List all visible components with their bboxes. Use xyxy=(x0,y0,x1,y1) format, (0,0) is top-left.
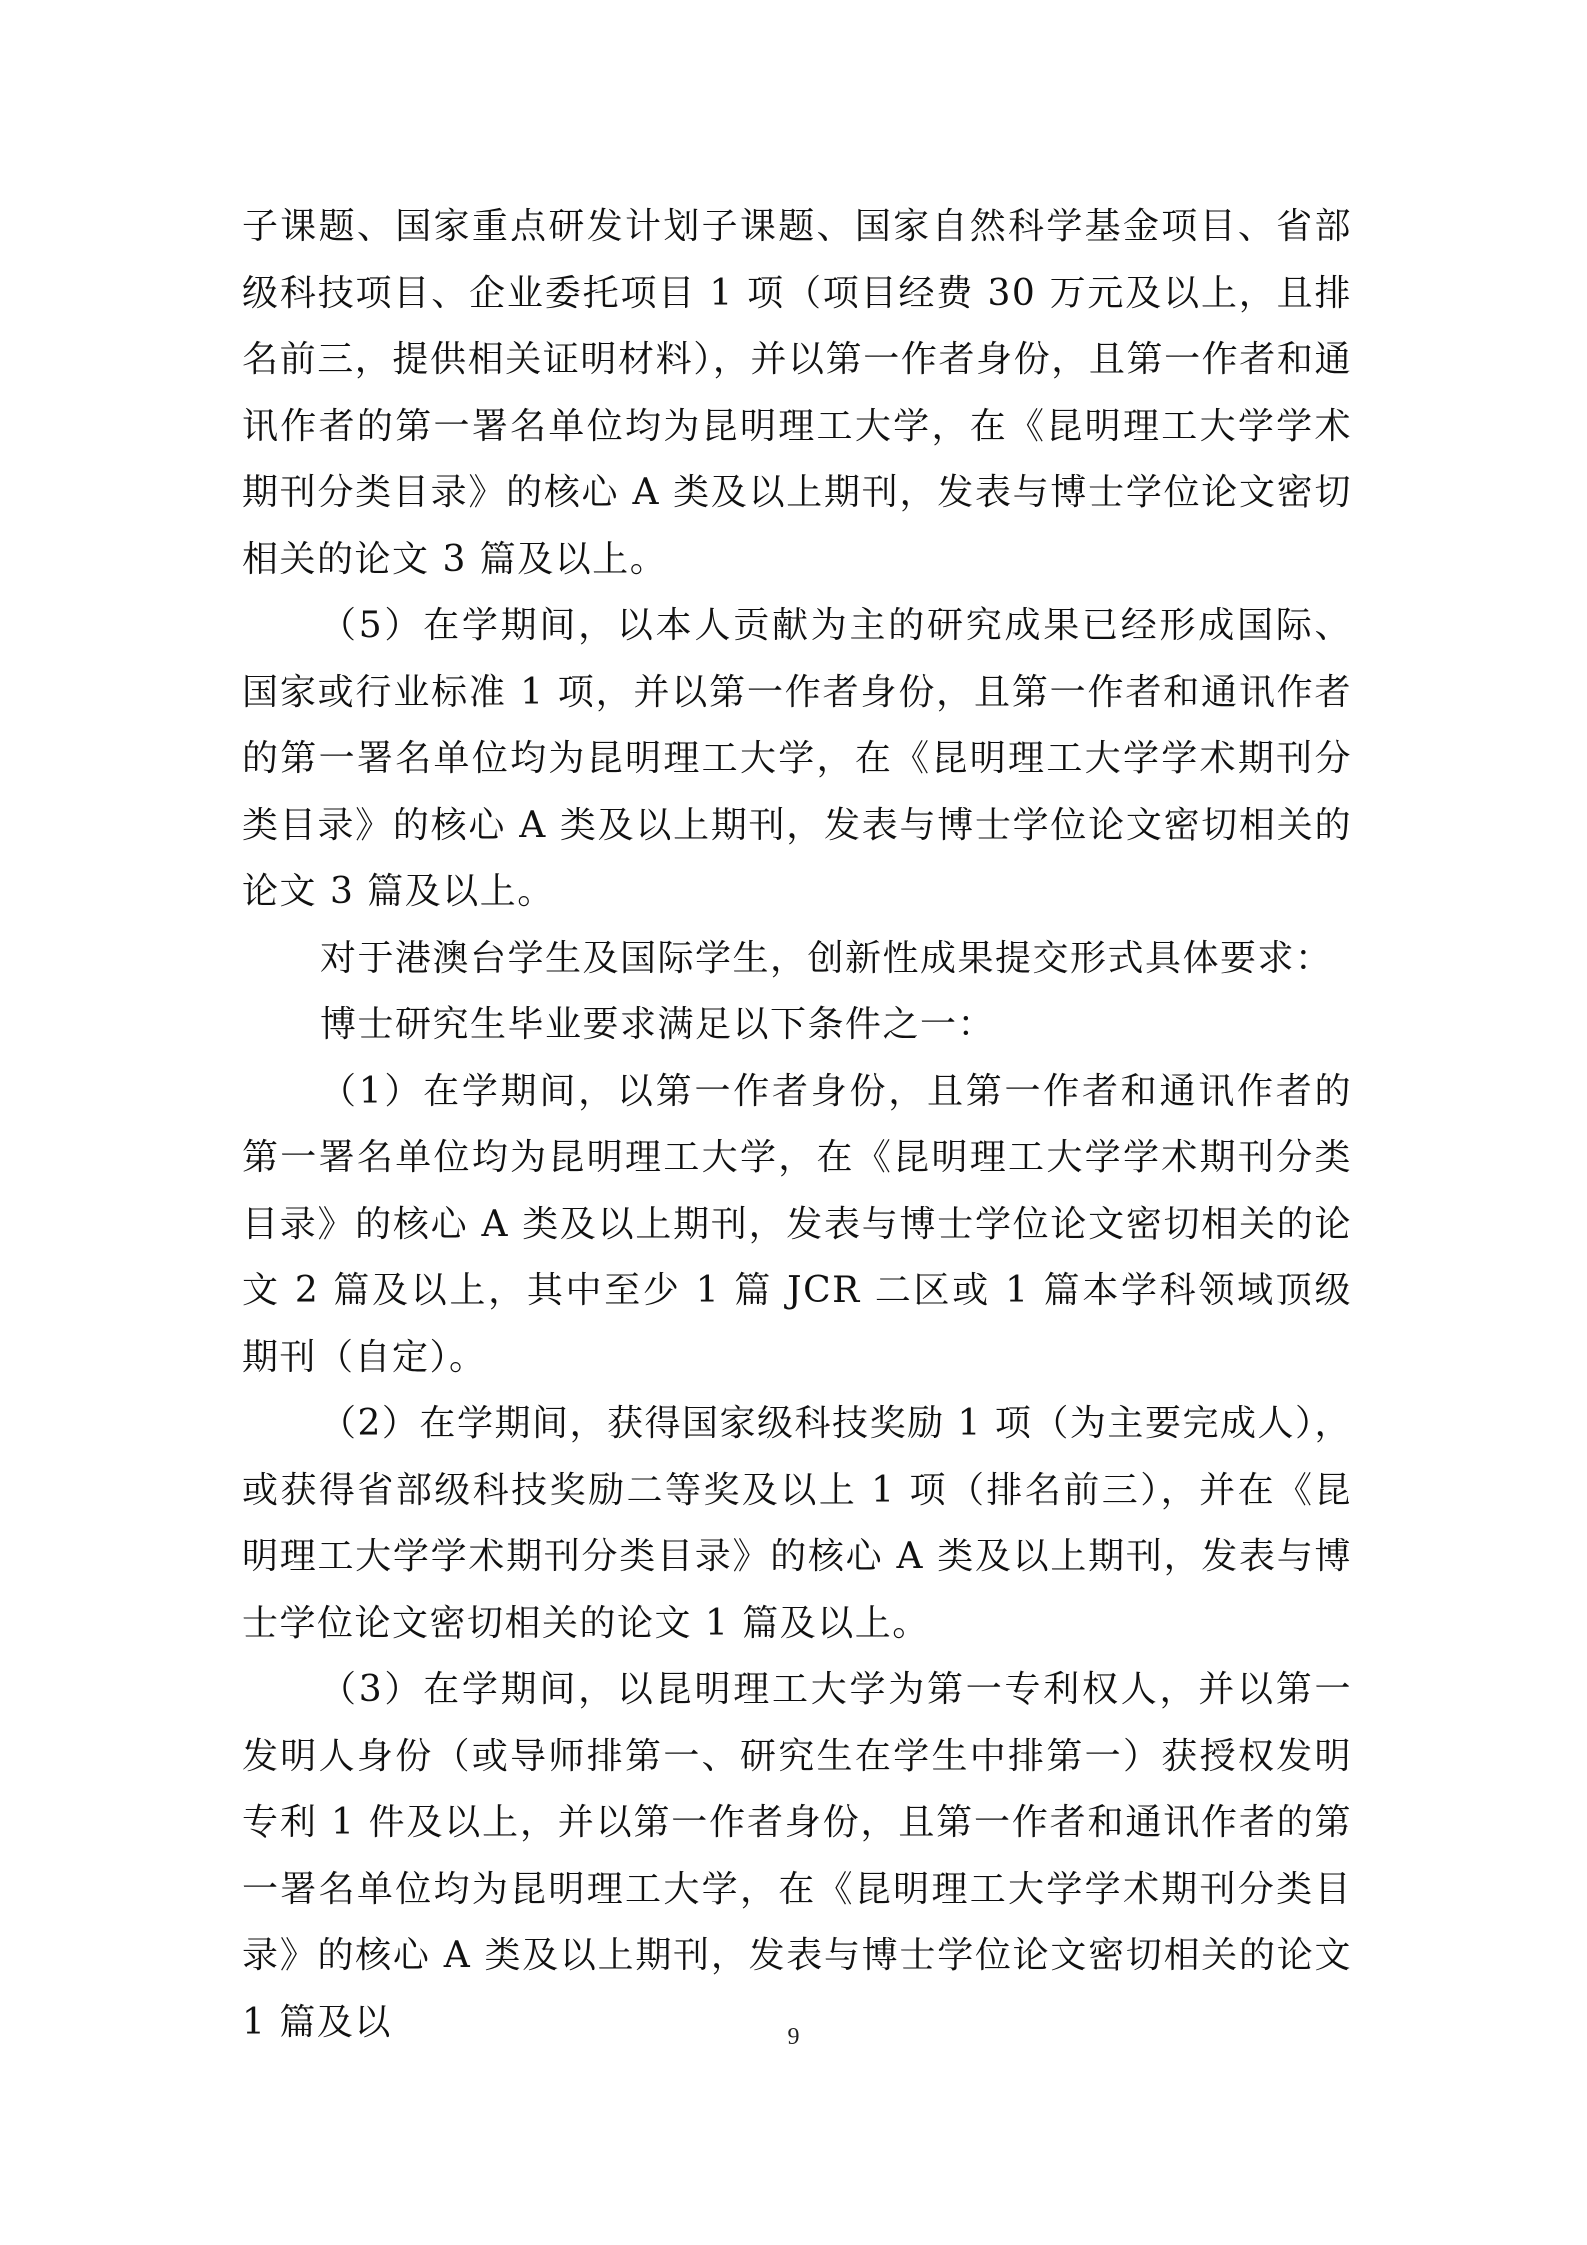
paragraph-continuation: 子课题、国家重点研发计划子课题、国家自然科学基金项目、省部级科技项目、企业委托项目 1 项（项目经费 30 万元及以上，且排名前三，提供相关证明材料），并以第一作者身份，且第一作者和通讯作者的第一署名单位均为昆明理工大学，在《昆明理工大学学术期刊分类目录》的核心 A 类及以上期刊，发表与博士学位论文密切相关的论文 3 篇及以上。 xyxy=(242,206,1352,580)
paragraph-intl-students-intro: 对于港澳台学生及国际学生，创新性成果提交形式具体要求： xyxy=(320,937,1333,979)
document-body xyxy=(242,194,1352,2056)
paragraph-item-5: （5）在学期间，以本人贡献为主的研究成果已经形成国际、国家或行业标准 1 项，并以第一作者身份，且第一作者和通讯作者的第一署名单位均为昆明理工大学，在《昆明理工大学学术期刊分类目录》的核心 A 类及以上期刊，发表与博士学位论文密切相关的论文 3 篇及以上。 xyxy=(242,605,1352,912)
paragraph-item-2: （2）在学期间，获得国家级科技奖励 1 项（为主要完成人），或获得省部级科技奖励二等奖及以上 1 项（排名前三），并在《昆明理工大学学术期刊分类目录》的核心 A 类及以上期刊，发表与博士学位论文密切相关的论文 1 篇及以上。 xyxy=(242,1403,1352,1644)
paragraph-phd-requirement: 博士研究生毕业要求满足以下条件之一： xyxy=(320,1004,996,1045)
page-number: 9 xyxy=(787,2024,800,2050)
paragraph-item-1: （1）在学期间，以第一作者身份，且第一作者和通讯作者的第一署名单位均为昆明理工大学，在《昆明理工大学学术期刊分类目录》的核心 A 类及以上期刊，发表与博士学位论文密切相关的论文 2 篇及以上，其中至少 1 篇 JCR 二区或 1 篇本学科领域顶级期刊（自定）。 xyxy=(242,1070,1352,1378)
paragraph-item-3: （3）在学期间，以昆明理工大学为第一专利权人，并以第一发明人身份（或导师排第一、研究生在学生中排第一）获授权发明专利 1 件及以上，并以第一作者身份，且第一作者和通讯作者的第一署名单位均为昆明理工大学，在《昆明理工大学学术期刊分类目录》的核心 A 类及以上期刊，发表与博士学位论文密切相关的论文 1 篇及以 xyxy=(242,1669,1352,2043)
